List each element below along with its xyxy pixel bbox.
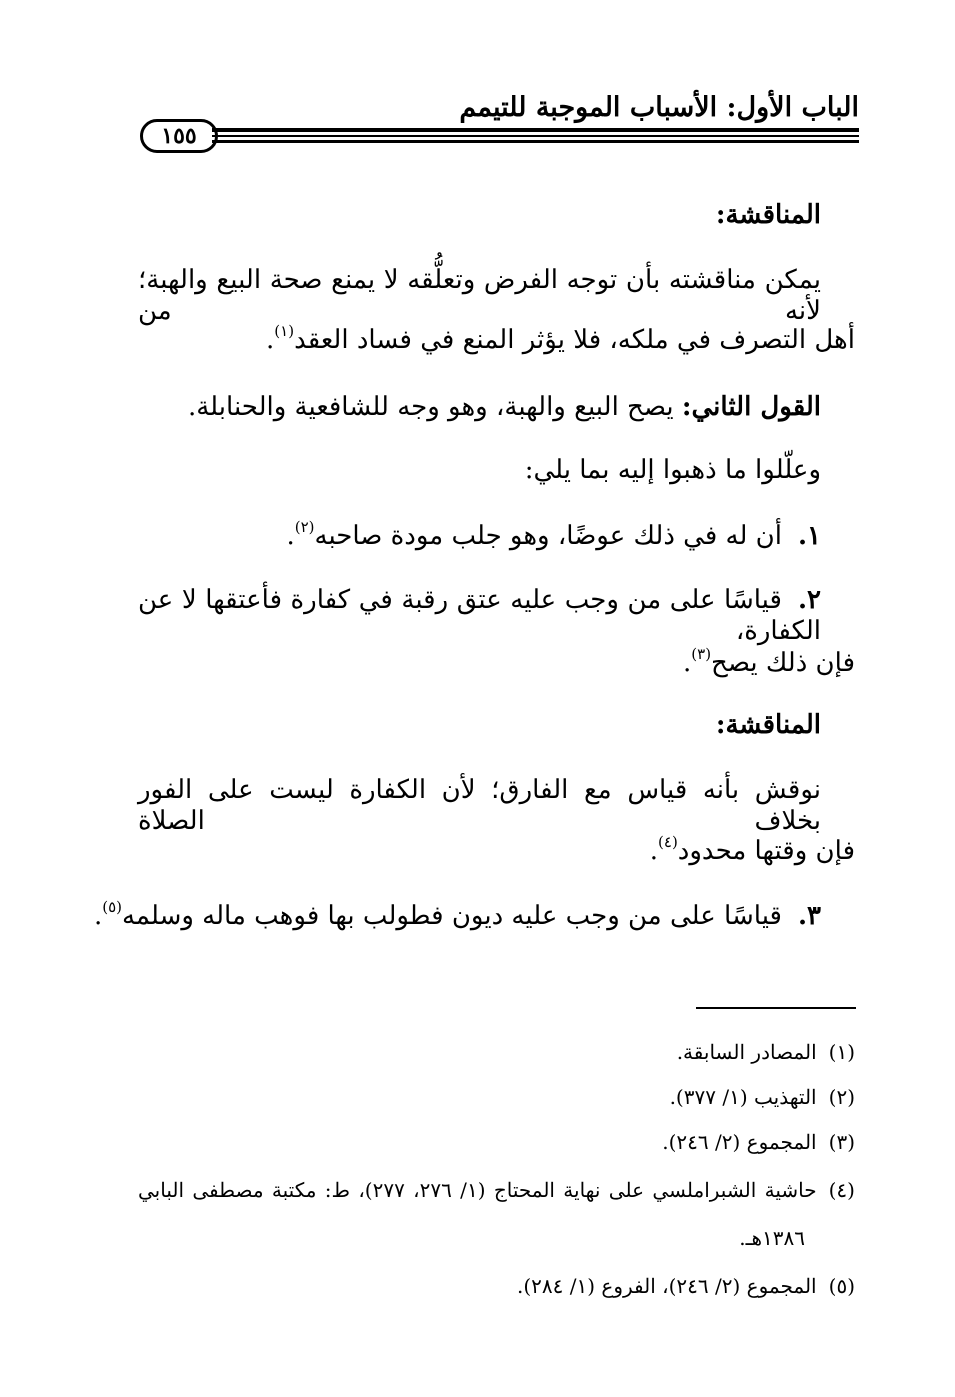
page-number-frame bbox=[140, 119, 218, 153]
footnote bbox=[677, 1040, 855, 1064]
paragraph-line: فإن وقتها محدود$^{(٤)}$. bbox=[649, 833, 855, 866]
paragraph-text: أهل التصرف في ملكه، فلا يؤثر المنع في فساد العقد bbox=[294, 325, 855, 355]
paragraph-text: فإن وقتها محدود bbox=[677, 836, 855, 866]
footnote-ref: (٣) bbox=[691, 645, 712, 663]
footnote-ref: (٤) bbox=[658, 833, 678, 851]
list-number: ٣. bbox=[797, 901, 821, 931]
page-number: ١٥٥ bbox=[161, 123, 197, 149]
list-number: ٢. bbox=[797, 585, 821, 615]
list-item-2 bbox=[138, 585, 821, 647]
footnote-number: (٤) bbox=[828, 1178, 855, 1202]
list-text: أن له في ذلك عوضًا، وهو جلب مودة صاحبه bbox=[314, 521, 782, 551]
footnote-ref: (١) bbox=[274, 322, 295, 340]
list-number: ١. bbox=[797, 521, 821, 551]
header-rule bbox=[212, 140, 859, 143]
footnote-text: التهذيب (١/ ٣٧٧). bbox=[669, 1085, 817, 1109]
footnote-number: (١) bbox=[828, 1040, 855, 1064]
list-text: فإن ذلك يصح bbox=[711, 648, 855, 678]
opinion-text: يصح البيع والهبة، وهو وجه للشافعية والحنابلة. bbox=[187, 392, 682, 422]
footnote-number: (٣) bbox=[828, 1130, 855, 1154]
footnote bbox=[670, 1085, 855, 1109]
footnote-number: (٥) bbox=[828, 1274, 855, 1298]
paragraph-line: يمكن مناقشته بأن توجه الفرض وتعلُّقه لا يمنع صحة البيع والهبة؛ لأنه من bbox=[138, 265, 821, 327]
footnote bbox=[662, 1130, 855, 1154]
footnote-text: المجموع (٢/ ٢٤٦). bbox=[662, 1130, 817, 1154]
footnote-ref: (٥) bbox=[102, 898, 122, 916]
header-rule bbox=[212, 128, 859, 132]
second-opinion-line bbox=[188, 392, 821, 423]
paragraph-line: أهل التصرف في ملكه، فلا يؤثر المنع في فساد العقد$^{(١)}$. bbox=[266, 322, 855, 355]
footnote-number: (٢) bbox=[828, 1085, 855, 1109]
footnote-text: المصادر السابقة. bbox=[676, 1040, 817, 1064]
list-item-3: ٣.قياسًا على من وجب عليه ديون فطولب بها فوهب ماله وسلمه$^{(٥)}$. bbox=[93, 898, 821, 931]
list-item-1: ١.أن له في ذلك عوضًا، وهو جلب مودة صاحبه$^{(٢)}$. bbox=[286, 518, 821, 551]
footnote bbox=[517, 1274, 855, 1298]
footnote-continuation: ١٣٨٦هـ. bbox=[739, 1226, 805, 1250]
heading-discussion: المناقشة: bbox=[715, 710, 821, 740]
footnote-ref: (٢) bbox=[294, 518, 315, 536]
footnote bbox=[138, 1178, 855, 1202]
paragraph-line: نوقش بأنه قياس مع الفارق؛ لأن الكفارة ليست على الفور بخلاف الصلاة bbox=[138, 775, 821, 837]
reasons-intro: وعلّلوا ما ذهبوا إليه بما يلي: bbox=[524, 455, 821, 485]
opinion-label: القول الثاني: bbox=[681, 392, 821, 422]
list-item-2-continuation: فإن ذلك يصح$^{(٣)}$. bbox=[683, 645, 855, 678]
list-text: قياسًا على من وجب عليه عتق رقبة في كفارة فأعتقها لا عن الكفارة، bbox=[138, 585, 821, 647]
header-rule bbox=[212, 135, 859, 137]
footnote-text: المجموع (٢/ ٢٤٦)، الفروع (١/ ٢٨٤). bbox=[516, 1274, 817, 1298]
running-header: الباب الأول: الأسباب الموجبة للتيمم bbox=[459, 92, 859, 123]
footnote-text: حاشية الشبراملسي على نهاية المحتاج (١/ ٢٧٦، ٢٧٧)، ط: مكتبة مصطفى البابي bbox=[138, 1178, 817, 1202]
list-text: قياسًا على من وجب عليه ديون فطولب بها فوهب ماله وسلمه bbox=[121, 901, 782, 931]
footnote-separator bbox=[696, 1007, 856, 1009]
heading-discussion: المناقشة: bbox=[715, 200, 821, 230]
